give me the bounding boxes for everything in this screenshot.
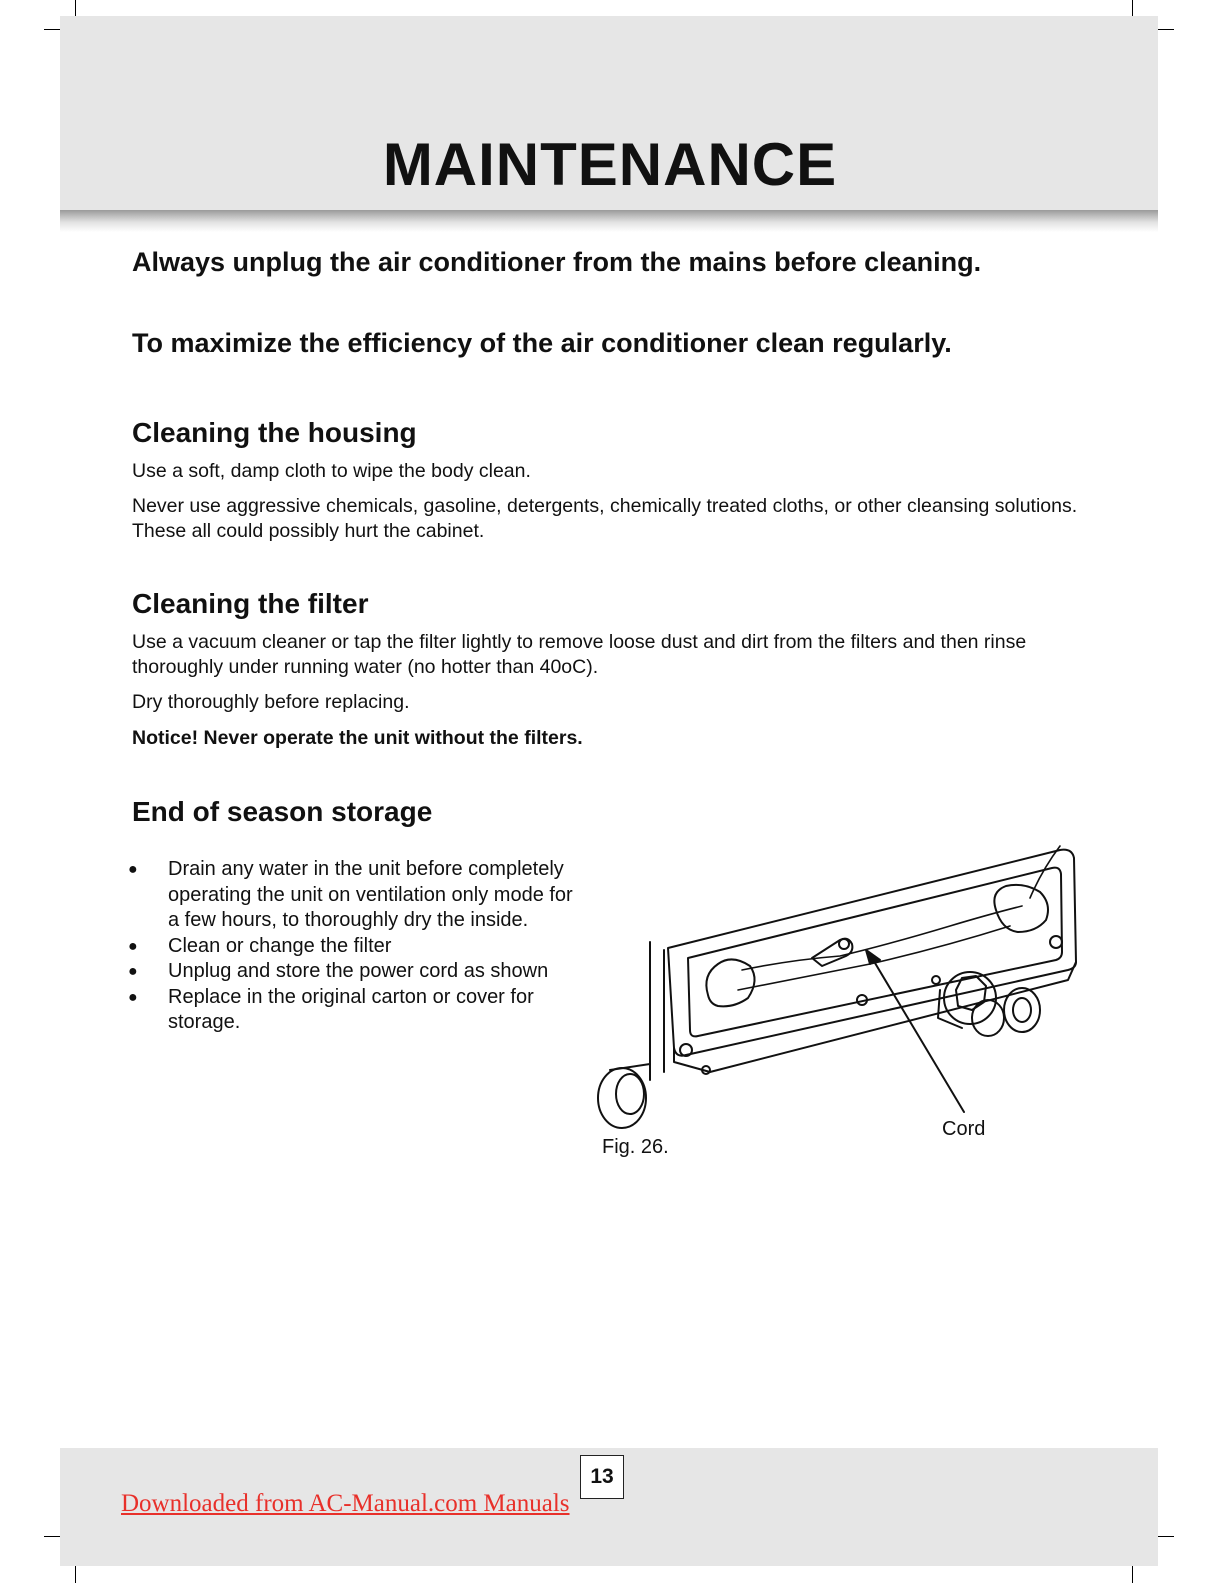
section-heading-filter: Cleaning the filter xyxy=(132,588,369,619)
crop-mark xyxy=(44,1536,60,1537)
bullet-icon: ● xyxy=(128,988,138,1006)
list-item-text: Clean or change the filter xyxy=(168,934,392,957)
efficiency-note: To maximize the efficiency of the air conditioner clean regularly. xyxy=(132,328,952,358)
plug-icon xyxy=(839,939,849,949)
crop-mark xyxy=(75,1566,76,1583)
right-cord-hook xyxy=(994,885,1048,932)
bullet-icon: ● xyxy=(128,861,138,878)
screw-hole-icon xyxy=(1050,936,1062,948)
drain-knob-icon xyxy=(944,972,996,1024)
download-source-link[interactable]: Downloaded from AC-Manual.com Manuals xyxy=(121,1490,570,1517)
front-wheel-icon xyxy=(616,1074,644,1114)
list-item xyxy=(128,985,588,1036)
back-panel-recess xyxy=(688,868,1062,1037)
back-panel xyxy=(668,850,1076,1056)
rear-wheel-icon xyxy=(1004,988,1040,1032)
filter-notice: Notice! Never operate the unit without the filters. xyxy=(132,727,583,749)
housing-paragraph: Use a soft, damp cloth to wipe the body clean. xyxy=(132,460,531,482)
crop-mark xyxy=(1132,1566,1133,1583)
list-item xyxy=(128,857,588,934)
cord-storage-figure xyxy=(590,840,1090,1140)
arrow-head-icon xyxy=(866,950,880,964)
storage-list xyxy=(128,857,588,1036)
cord-callout-label: Cord xyxy=(942,1118,986,1140)
list-item-text: Replace in the original carton or cover for storage. xyxy=(168,985,534,1033)
page-title: MAINTENANCE xyxy=(382,131,838,198)
screw-hole-icon xyxy=(932,976,940,984)
list-item-text: Unplug and store the power cord as shown xyxy=(168,960,549,982)
section-heading-housing: Cleaning the housing xyxy=(132,417,417,448)
figure-caption: Fig. 26. xyxy=(602,1136,669,1158)
housing-paragraph: Never use aggressive chemicals, gasoline, detergents, chemically treated cloths, or other cleansing solutions. These all could possibly hurt the cabinet. xyxy=(132,495,1078,542)
section-heading-storage: End of season storage xyxy=(132,796,433,827)
crop-mark xyxy=(44,29,60,30)
rear-wheel-icon xyxy=(1013,998,1031,1022)
list-item xyxy=(128,934,588,960)
crop-mark xyxy=(1158,1536,1174,1537)
page-number: 13 xyxy=(580,1455,624,1499)
plug-icon xyxy=(812,939,852,966)
unplug-warning: Always unplug the air conditioner from the mains before cleaning. xyxy=(132,247,982,277)
list-item-text: Drain any water in the unit before completely operating the unit on ventilation only mode for a few hours, to thoroughly dry the inside. xyxy=(168,858,573,931)
list-item xyxy=(128,959,588,985)
left-cord-hook xyxy=(706,959,754,1006)
bullet-icon: ● xyxy=(128,963,138,980)
header-shadow xyxy=(60,210,1158,232)
filter-paragraph: Dry thoroughly before replacing. xyxy=(132,691,410,713)
bullet-icon: ● xyxy=(128,937,138,955)
filter-paragraph: Use a vacuum cleaner or tap the filter lightly to remove loose dust and dirt from the filters and then rinse thoroughly under running water (no hotter than 40oC). xyxy=(132,631,1027,678)
crop-mark xyxy=(1158,29,1174,30)
